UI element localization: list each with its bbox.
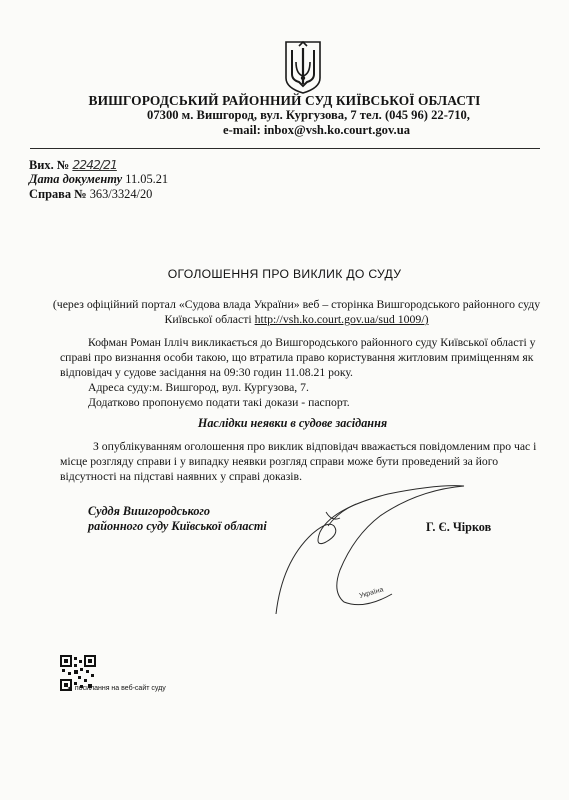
- document-date: [29, 172, 168, 187]
- court-name: ВИШГОРОДСЬКИЙ РАЙОННИЙ СУД КИЇВСЬКОЇ ОБЛАСТІ: [88, 93, 481, 108]
- qr-caption: [66, 685, 166, 692]
- stamp-text: Україна: [358, 586, 385, 600]
- document-date-label: Дата документу: [29, 172, 123, 186]
- header-divider: [30, 148, 540, 149]
- document-title: ОГОЛОШЕННЯ ПРО ВИКЛИК ДО СУДУ: [167, 267, 402, 281]
- summons-line: Кофман Роман Ілліч викликається до Вишгородського районного суду Київської області у: [88, 336, 536, 349]
- case-number-label: Справа №: [29, 187, 87, 201]
- document-date-value: 11.05.21: [125, 172, 169, 186]
- outgoing-number-value: 2242/21: [72, 157, 117, 172]
- consequences-heading: Наслідки неявки в судове засідання: [197, 416, 388, 430]
- court-address: 07300 м. Вишгород, вул. Кургузова, 7 тел. (045 96) 22-710,: [147, 108, 470, 122]
- evidence-line: Додатково пропонуємо подати такі докази - паспорт.: [88, 396, 350, 409]
- arrow-icon: ◄: [66, 685, 73, 692]
- case-number: [29, 187, 152, 202]
- portal-note-line2: [0, 312, 569, 327]
- court-email: e-mail: inbox@vsh.ko.court.gov.ua: [223, 123, 410, 137]
- portal-note-line1: (через офіційний портал «Судова влада України» веб – сторінка Вишгородського районного суду: [52, 297, 541, 311]
- outgoing-number: [29, 157, 117, 173]
- portal-note-region: Київської області: [164, 312, 255, 326]
- trident-coat-of-arms-icon: [283, 40, 323, 94]
- qr-caption-text: посилання на веб-сайт суду: [74, 685, 166, 692]
- handwritten-signature: [268, 482, 468, 618]
- consequences-line: З опублікуванням оголошення про виклик відповідач вважається повідомленим про час і: [93, 440, 537, 453]
- consequences-line: місце розгляду справи і у випадку неявки розгляд справи може бути проведений за його: [60, 455, 499, 468]
- summons-line: справі про визнання особи такою, що втратила право користування житловим приміщенням як: [60, 351, 534, 364]
- judge-position-line2: районного суду Київської області: [88, 519, 267, 533]
- outgoing-number-label: Вих. №: [29, 158, 70, 172]
- portal-link[interactable]: http://vsh.ko.court.gov.ua/sud 1009/): [254, 312, 429, 326]
- case-number-value: 363/3324/20: [89, 187, 153, 201]
- judge-name: Г. Є. Чірков: [426, 520, 492, 534]
- consequences-line: відсутності на підставі наявних у справі доказів.: [60, 470, 302, 483]
- court-address-line: Адреса суду:м. Вишгород, вул. Кургузова, 7.: [88, 381, 309, 394]
- judge-position-line1: Суддя Вишгородського: [88, 504, 211, 518]
- summons-line: відповідач у судове засідання на 09:30 годин 11.08.21 року.: [60, 366, 353, 379]
